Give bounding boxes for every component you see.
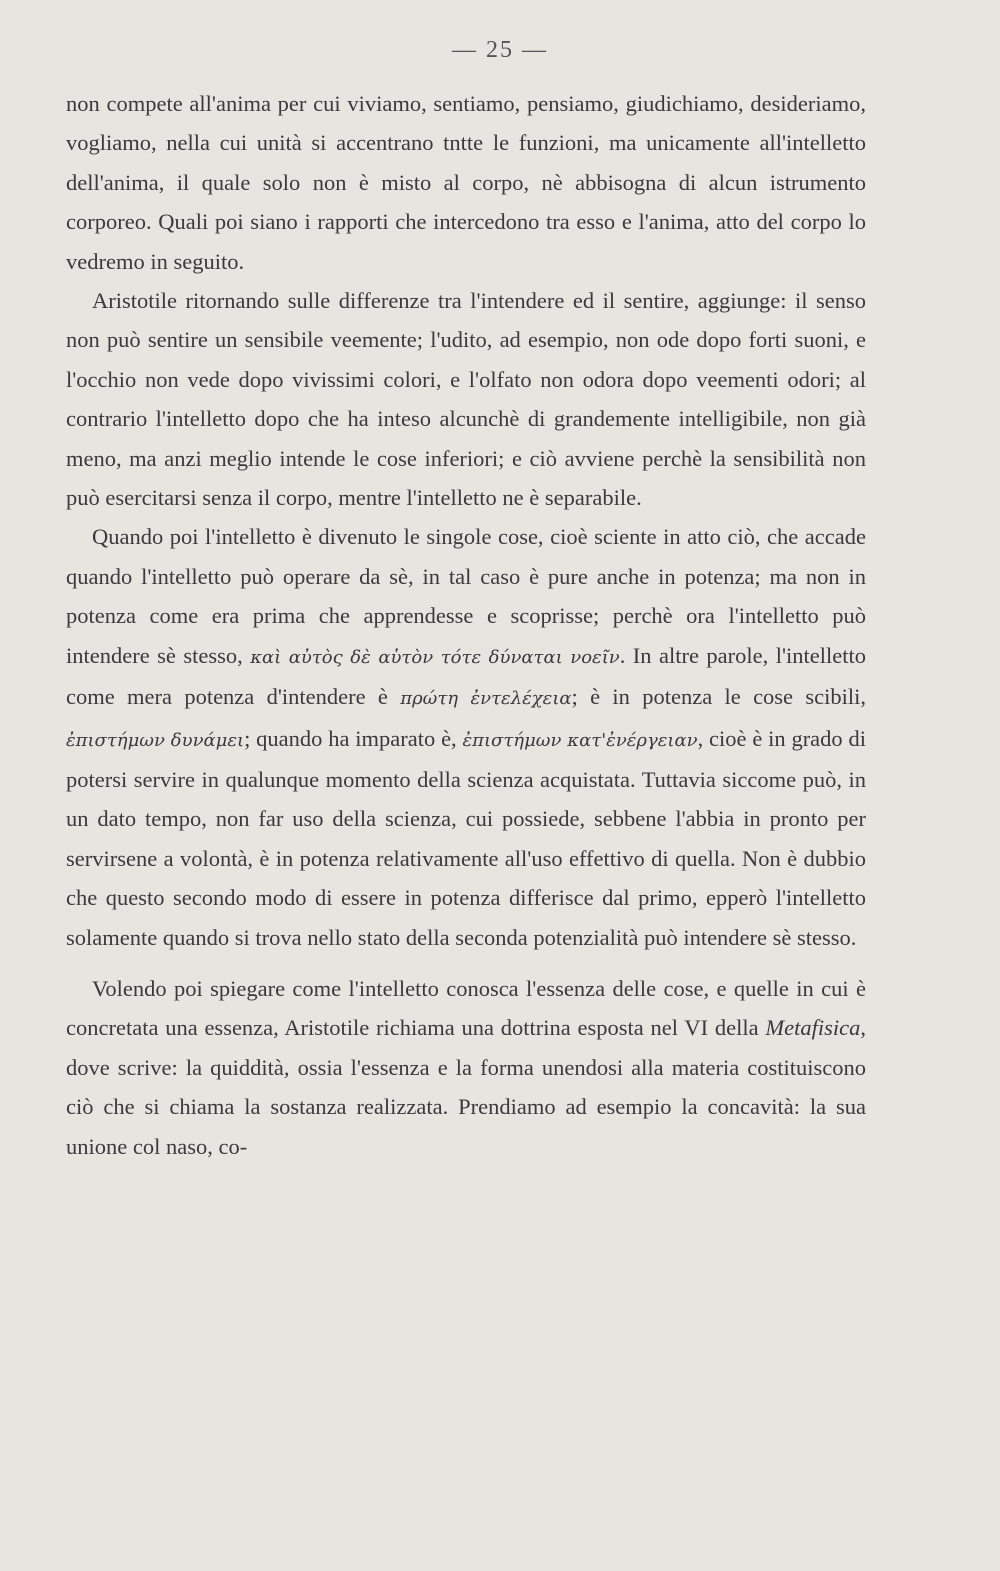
paragraph-3-text-c: ; è in potenza le cose scibili, — [571, 684, 866, 710]
greek-quote-2: πρώτη ἐντελέχεια — [400, 688, 572, 710]
body-text — [66, 84, 866, 1166]
paragraph-3 — [66, 517, 866, 956]
book-title-metafisica: Metafisica — [765, 1015, 861, 1041]
paragraph-2-text: Aristotile ritornando sulle differenze tra l'intendere ed il sentire, aggiunge: il senso non può sentire un sensibile veemente; l'udito, ad esempio, non ode dopo forti suoni, e l'occhio non vede dopo vivissimi colori, e l'olfato non odora dopo veementi odori; al contrario l'intelletto dopo che ha inteso alcunchè di grandemente intelligibile, non già meno, ma anzi meglio intende le cose inferiori; e ciò avviene perchè la sensibilità non può esercitarsi senza il corpo, mentre l'intelletto ne è separabile. — [66, 288, 866, 511]
paragraph-4-text-b: , dove scrive: la quiddità, ossia l'essenza e la forma unendosi alla materia costituiscono ciò che si chiama la sostanza realizzata. Prendiamo ad esempio la concavità: la sua unione col naso, co- — [66, 1015, 866, 1159]
paragraph-1-text: non compete all'anima per cui viviamo, sentiamo, pensiamo, giudichiamo, desideriamo, vogliamo, nella cui unità si accentrano tntte le funzioni, ma unicamente all'intelletto dell'anima, il quale solo non è misto al corpo, nè abbisogna di alcun istrumento corporeo. Quali poi siano i rapporti che intercedono tra esso e l'anima, atto del corpo lo vedremo in seguito. — [66, 91, 866, 274]
paragraph-4 — [66, 969, 866, 1166]
greek-quote-4: ἐπιστήμων κατ'ἐνέργειαν — [462, 729, 698, 751]
paragraph-2 — [66, 281, 866, 517]
greek-quote-3: ἐπιστήμων δυνάμει — [66, 729, 245, 751]
paragraph-3-text-a: Quando poi l'intelletto è divenuto le singole cose, cioè sciente in atto ciò, che accade quando l'intelletto può operare da sè, in tal caso è pure anche in potenza; ma non in potenza come era prima che apprendesse e scoprisse; perchè ora l'intelletto può intendere sè stesso, — [66, 524, 866, 668]
paragraph-3-text-d: ; quando ha imparato è, — [244, 725, 463, 751]
paragraph-1 — [66, 84, 866, 281]
paragraph-3-text-e: , cioè è in grado di potersi servire in qualunque momento della scienza acquistata. Tuttavia siccome può, in un dato tempo, non far uso della scienza, cui possiede, sebbene l'abbia in pronto per servirsene a volontà, è in potenza relativamente all'uso effettivo di quella. Non è dubbio che questo secondo modo di essere in potenza differisce dal primo, epperò l'intelletto solamente quando si trova nello stato della seconda potenzialità può intendere sè stesso. — [66, 725, 866, 950]
greek-quote-1: καὶ αὐτὸς δὲ αὑτὸν τότε δύναται νοεῖν — [250, 646, 620, 668]
page-number: — 25 — — [452, 37, 548, 63]
paragraph-4-text-a: Volendo poi spiegare come l'intelletto conosca l'essenza delle cose, e quelle in cui è concretata una essenza, Aristotile richiama una dottrina esposta nel VI della — [66, 975, 866, 1041]
paragraph-3-text-b: . In altre parole, l'intelletto come mera potenza d'intendere è — [66, 642, 866, 710]
